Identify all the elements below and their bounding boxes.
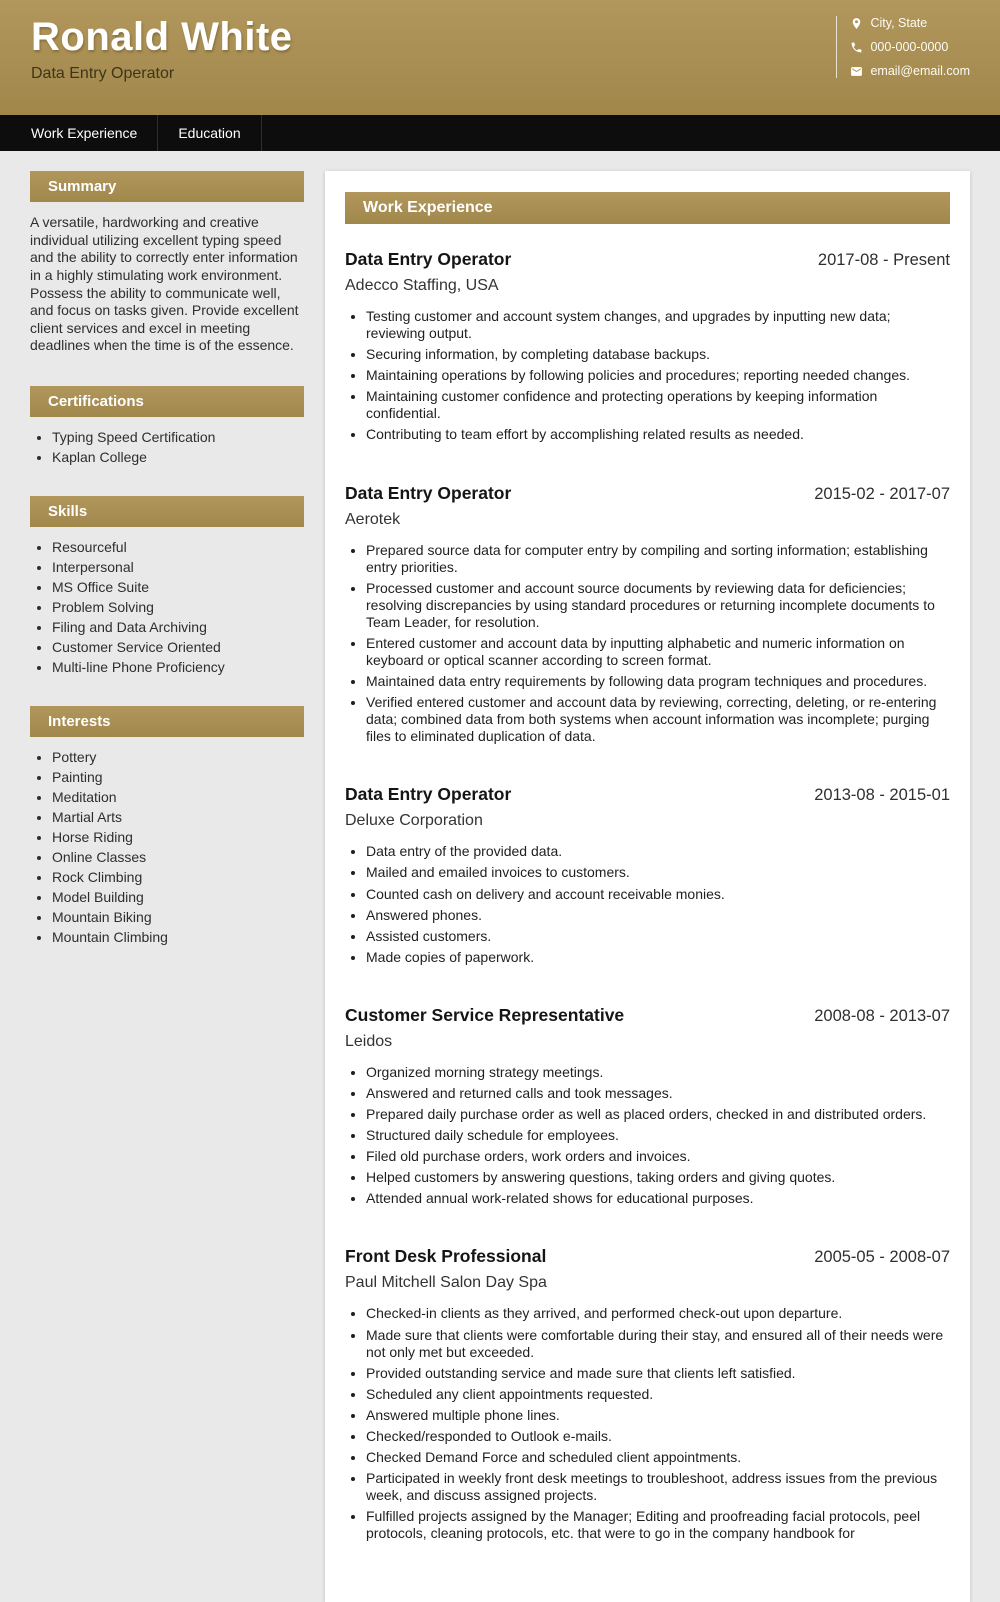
job-bullet: • Fulfilled projects assigned by the Manager; Editing and proofreading facial protocols, peel protocols, cleaning protocols, etc. that were to go in the company handbook for xyxy=(366,1508,950,1542)
nav-tab-label: Work Experience xyxy=(31,125,138,141)
job-bullet: • Checked/responded to Outlook e-mails. xyxy=(366,1428,950,1445)
job-bullet: • Maintained data entry requirements by following data program techniques and procedures. xyxy=(366,673,950,690)
job-bullet: • Verified entered customer and account data by reviewing, correcting, deleting, or re-entering data; combined data from both systems when account information was incomplete; purging files to eliminated duplication of data. xyxy=(366,694,950,745)
contact-phone-text: 000-000-0000 xyxy=(870,40,949,54)
interests-list xyxy=(30,749,304,945)
job-bullet: • Checked Demand Force and scheduled client appointments. xyxy=(366,1449,950,1466)
skill-item: • Multi-line Phone Proficiency xyxy=(52,659,304,675)
job-bullet-list xyxy=(345,1305,950,1542)
skill-item: • Resourceful xyxy=(52,539,304,555)
job-bullet: • Answered and returned calls and took messages. xyxy=(366,1085,950,1102)
skill-item: • Customer Service Oriented xyxy=(52,639,304,655)
phone-icon xyxy=(850,41,863,54)
job-bullet: • Mailed and emailed invoices to customers. xyxy=(366,864,950,881)
summary-heading: Summary xyxy=(30,171,304,202)
job-bullet-list xyxy=(345,308,950,444)
job-bullet: • Provided outstanding service and made sure that clients left satisfied. xyxy=(366,1365,950,1382)
person-job-title: Data Entry Operator xyxy=(31,65,175,82)
job-company: Deluxe Corporation xyxy=(345,812,483,830)
skills-list xyxy=(30,539,304,675)
interests-section xyxy=(30,706,304,945)
envelope-icon xyxy=(850,65,863,78)
job-title: Data Entry Operator xyxy=(345,784,512,805)
certifications-list xyxy=(30,429,304,465)
job-title: Customer Service Representative xyxy=(345,1004,625,1025)
interest-item: • Painting xyxy=(52,769,304,785)
interest-item: • Model Building xyxy=(52,889,304,905)
job-title: Data Entry Operator xyxy=(345,482,512,503)
interest-item: • Pottery xyxy=(52,749,304,765)
interest-item: • Mountain Biking xyxy=(52,909,304,925)
contact-phone xyxy=(850,40,970,54)
job-company: Adecco Staffing, USA xyxy=(345,277,499,294)
summary-text: A versatile, hardworking and creative individual utilizing excellent typing speed and the ability to correctly enter information in a highly stimulating work environment. Possess the ability to communicate well, and focus on tasks given. Provide excellent client services and excel in meeting deadlines when the time is of the essence. xyxy=(30,214,299,354)
certifications-section xyxy=(30,386,304,465)
job-title: Front Desk Professional xyxy=(345,1246,547,1267)
job-company: Paul Mitchell Salon Day Spa xyxy=(345,1274,547,1292)
job-dates: 2015-02 - 2017-07 xyxy=(814,484,950,503)
skill-item: • Filing and Data Archiving xyxy=(52,619,304,635)
contact-email-text: email@email.com xyxy=(870,64,970,78)
skill-item: • Problem Solving xyxy=(52,599,304,615)
header-banner xyxy=(0,0,1000,115)
job-bullet: • Prepared source data for computer entry by compiling and sorting information; establishing entry priorities. xyxy=(366,542,950,576)
interest-item: • Mountain Climbing xyxy=(52,929,304,945)
job-bullet: • Contributing to team effort by accomplishing related results as needed. xyxy=(366,426,950,443)
job-bullet: • Counted cash on delivery and account receivable monies. xyxy=(366,886,950,903)
interest-item: • Meditation xyxy=(52,789,304,805)
job-bullet: • Securing information, by completing database backups. xyxy=(366,346,950,363)
top-nav xyxy=(0,115,1000,151)
interest-item: • Horse Riding xyxy=(52,829,304,845)
location-pin-icon xyxy=(850,17,863,30)
job-bullet: • Made sure that clients were comfortable during their stay, and ensured all of their needs were not only met but exceeded. xyxy=(366,1327,950,1361)
job-bullet: • Entered customer and account data by inputting alphabetic and numeric information on keyboard or optical scanner according to screen format. xyxy=(366,635,950,669)
job-bullet: • Maintaining operations by following policies and procedures; reporting needed changes. xyxy=(366,367,950,384)
job-bullet-list xyxy=(345,1064,950,1208)
work-experience-heading: Work Experience xyxy=(345,192,950,224)
job-bullet: • Assisted customers. xyxy=(366,928,950,945)
job-bullet: • Checked-in clients as they arrived, and performed check-out upon departure. xyxy=(366,1305,950,1322)
job-bullet: • Prepared daily purchase order as well as placed orders, checked in and distributed orders. xyxy=(366,1106,950,1123)
job-company: Aerotek xyxy=(345,510,401,528)
job-header-row xyxy=(345,483,950,504)
job-header-row xyxy=(345,784,950,805)
contact-email xyxy=(850,64,970,78)
job-header-row xyxy=(345,1246,950,1267)
certifications-heading: Certifications xyxy=(30,386,304,417)
job-title: Data Entry Operator xyxy=(345,249,512,269)
job-bullet: • Participated in weekly front desk meetings to troubleshoot, address issues from the previous week, and discuss assigned projects. xyxy=(366,1470,950,1504)
job-bullet: • Maintaining customer confidence and protecting operations by keeping information confidential. xyxy=(366,388,950,422)
skill-item: • MS Office Suite xyxy=(52,579,304,595)
person-name: Ronald White xyxy=(31,15,293,59)
job-bullet: • Testing customer and account system changes, and upgrades by inputting new data; reviewing output. xyxy=(366,308,950,342)
job-dates: 2008-08 - 2013-07 xyxy=(814,1006,950,1025)
job-bullet: • Organized morning strategy meetings. xyxy=(366,1064,950,1081)
job-entry xyxy=(345,1246,950,1542)
job-bullet: • Helped customers by answering questions, taking orders and giving quotes. xyxy=(366,1169,950,1186)
certification-item: • Kaplan College xyxy=(52,449,304,465)
job-entry xyxy=(345,784,950,965)
interest-item: • Rock Climbing xyxy=(52,869,304,885)
summary-section xyxy=(30,171,304,355)
job-bullet: • Answered multiple phone lines. xyxy=(366,1407,950,1424)
job-bullet: • Made copies of paperwork. xyxy=(366,949,950,966)
job-bullet-list xyxy=(345,542,950,746)
interests-heading: Interests xyxy=(30,706,304,737)
job-entry xyxy=(345,1005,950,1208)
job-header-row xyxy=(345,1005,950,1026)
nav-tab[interactable] xyxy=(11,115,158,151)
contact-location-text: City, State xyxy=(870,16,928,30)
job-dates: 2017-08 - Present xyxy=(817,251,950,269)
skill-item: • Interpersonal xyxy=(52,559,304,575)
page-content xyxy=(0,151,1000,1602)
job-company: Leidos xyxy=(345,1032,393,1050)
job-dates: 2005-05 - 2008-07 xyxy=(814,1248,950,1267)
job-bullet: • Answered phones. xyxy=(366,907,950,924)
sidebar xyxy=(30,171,304,976)
job-bullet-list xyxy=(345,843,950,965)
contact-block xyxy=(836,16,970,78)
job-bullet: • Structured daily schedule for employees. xyxy=(366,1127,950,1144)
nav-tab[interactable] xyxy=(158,115,261,151)
skills-section xyxy=(30,496,304,675)
job-bullet: • Data entry of the provided data. xyxy=(366,843,950,860)
nav-tabs xyxy=(0,115,262,151)
certification-item: • Typing Speed Certification xyxy=(52,429,304,445)
work-experience-card xyxy=(325,171,970,1602)
job-bullet: • Attended annual work-related shows for educational purposes. xyxy=(366,1190,950,1207)
job-bullet: • Filed old purchase orders, work orders and invoices. xyxy=(366,1148,950,1165)
nav-tab-label: Education xyxy=(178,125,241,141)
job-bullet: • Scheduled any client appointments requested. xyxy=(366,1386,950,1403)
skills-heading: Skills xyxy=(30,496,304,527)
interest-item: • Online Classes xyxy=(52,849,304,865)
contact-location xyxy=(850,16,970,30)
interest-item: • Martial Arts xyxy=(52,809,304,825)
job-entry xyxy=(345,483,950,746)
job-dates: 2013-08 - 2015-01 xyxy=(814,786,950,805)
job-entry xyxy=(345,249,950,444)
jobs-list xyxy=(345,249,950,1542)
job-header-row xyxy=(345,249,950,270)
job-bullet: • Processed customer and account source documents by reviewing data for deficiencies; resolving discrepancies by using standard procedures or returning incomplete documents to Team Leader, for resolution. xyxy=(366,580,950,631)
